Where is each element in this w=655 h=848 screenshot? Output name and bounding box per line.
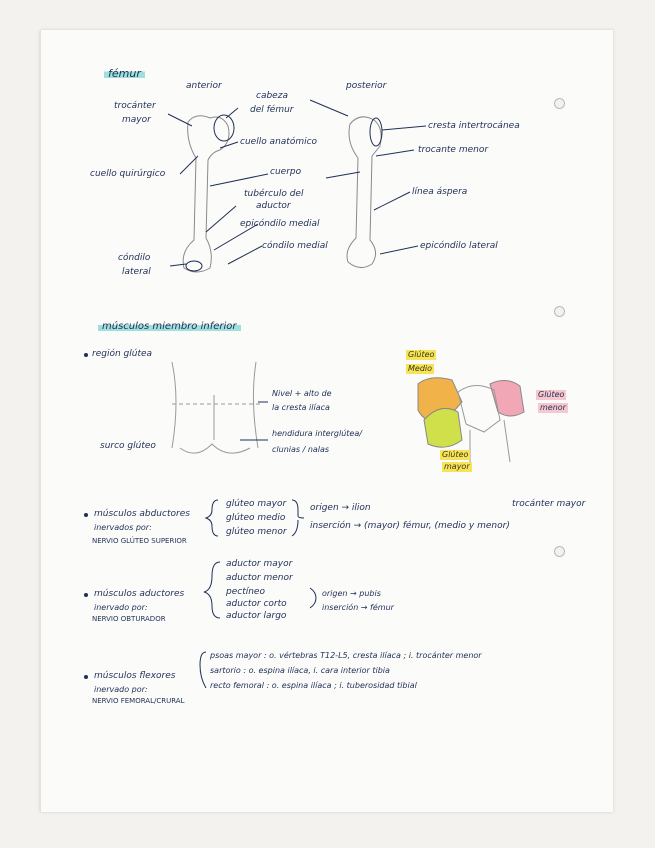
label-linea-aspera: línea áspera [412, 187, 468, 197]
label-cabeza-1: cabeza [256, 91, 288, 101]
femur-title: fémur [104, 68, 145, 79]
bullet [84, 513, 88, 517]
label-tuberculo-1: tubérculo del [244, 189, 304, 199]
gluteal-region-drawing [172, 362, 262, 453]
label-tuberculo-2: aductor [256, 201, 291, 211]
label-cresta-intertrocanea: cresta intertrocánea [428, 121, 520, 131]
label-region-glutea: región glútea [92, 349, 153, 359]
femur-posterior-drawing [347, 117, 381, 268]
abductores-origen: origen → ilion [310, 503, 371, 513]
aductor-item: aductor corto [226, 599, 287, 609]
aductor-item: aductor largo [226, 611, 287, 621]
label-condilo-lateral-2: lateral [122, 267, 151, 277]
aductor-item: aductor menor [226, 573, 293, 583]
abductores-trocanter: trocánter mayor [512, 499, 586, 509]
flexor-recto: recto femoral : o. espina ilíaca ; i. tuberosidad tibial [210, 681, 417, 690]
aductor-item: aductor mayor [226, 559, 293, 569]
bullet [84, 353, 88, 357]
label-cuerpo: cuerpo [270, 167, 302, 177]
label-gluteo-menor-1: Glúteo [538, 390, 565, 399]
label-cuello-quirurgico: cuello quirúrgico [90, 169, 166, 179]
label-nivel-1: Nivel + alto de [272, 389, 332, 398]
label-gluteo-medio-1: Glúteo [408, 350, 435, 359]
abductor-item: glúteo menor [226, 527, 287, 537]
label-hendidura-1: hendidura interglútea/ [272, 429, 362, 438]
label-gluteo-medio-2: Medio [408, 364, 433, 373]
abductores-title: músculos abductores [94, 509, 190, 519]
label-condilo-medial: cóndilo medial [262, 241, 328, 251]
label-gluteo-menor-2: menor [540, 403, 566, 412]
femur-anterior-drawing [183, 116, 229, 272]
label-nivel-2: la cresta ilíaca [272, 403, 330, 412]
bullet [84, 675, 88, 679]
label-posterior: posterior [346, 81, 387, 91]
aductores-nervio: NERVIO OBTURADOR [92, 615, 166, 623]
label-gluteo-mayor-1: Glúteo [442, 450, 469, 459]
aductores-origen: origen → pubis [322, 589, 381, 598]
label-trocanter-mayor-2: mayor [122, 115, 151, 125]
abductores-inervados: inervados por: [94, 523, 152, 532]
muscles-title: músculos miembro inferior [98, 322, 241, 332]
abductores-insercion: inserción → (mayor) fémur, (medio y menor) [310, 521, 510, 531]
flexor-psoas: psoas mayor : o. vértebras T12-L5, cresta ilíaca ; i. trocánter menor [210, 651, 482, 660]
aductores-title: músculos aductores [94, 589, 185, 599]
label-hendidura-2: clunias / nalas [272, 445, 330, 454]
abductor-item: glúteo medio [226, 513, 286, 523]
label-anterior: anterior [186, 81, 222, 91]
aductor-item: pectíneo [226, 587, 265, 597]
abductores-nervio: NERVIO GLÚTEO SUPERIOR [92, 537, 187, 545]
flexores-title: músculos flexores [94, 671, 176, 681]
abductor-item: glúteo mayor [226, 499, 287, 509]
label-trocanter-mayor-1: trocánter [114, 101, 156, 111]
gluteal-muscles-drawing [418, 378, 524, 462]
flexor-sartorio: sartorio : o. espina ilíaca, i. cara interior tibia [210, 666, 390, 675]
label-cabeza-2: del fémur [250, 105, 294, 115]
bullet [84, 593, 88, 597]
label-cuello-anatomico: cuello anatómico [240, 137, 318, 147]
label-epicondilo-lateral: epicóndilo lateral [420, 241, 498, 251]
flexores-nervio: NERVIO FEMORAL/CRURAL [92, 697, 185, 705]
label-condilo-lateral-1: cóndilo [118, 253, 151, 263]
aductores-insercion: inserción → fémur [322, 603, 394, 612]
label-gluteo-mayor-2: mayor [444, 462, 470, 471]
label-trocante-menor: trocante menor [418, 145, 489, 155]
label-epicondilo-medial: epicóndilo medial [240, 219, 320, 229]
aductores-inervado: inervado por: [94, 603, 148, 612]
flexores-inervado: inervado por: [94, 685, 148, 694]
label-surco-gluteo: surco glúteo [100, 441, 156, 451]
